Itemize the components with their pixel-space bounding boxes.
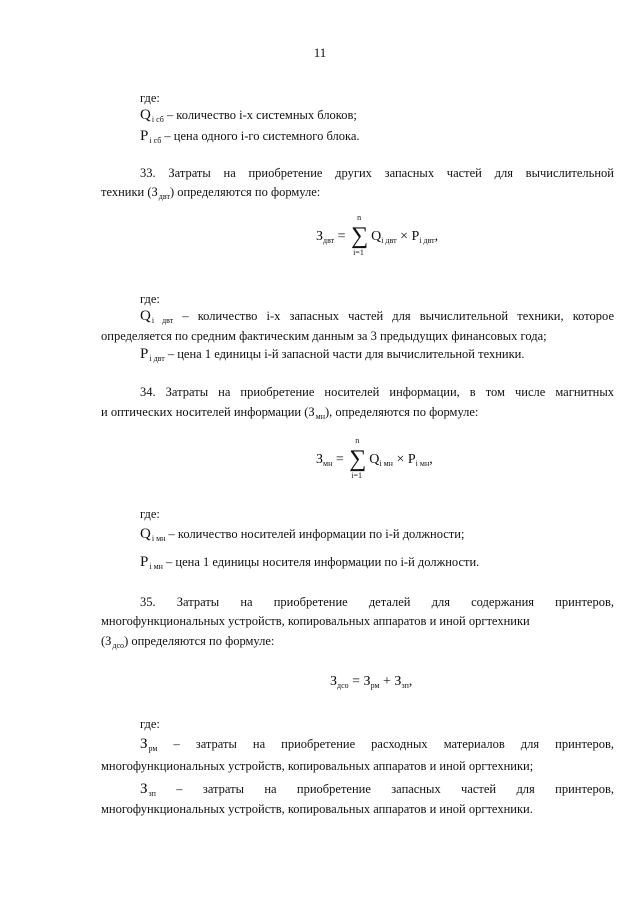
symbol-q: Q [140, 107, 151, 123]
formula-item-34: $З_{мн}$ = n ∑ i=1 $Q_{i мн} \times P_{i мн}$, [316, 436, 433, 480]
definition-p-mn: $P_{i мн}$ – цена 1 единицы носителя информации по i-й должности. [140, 554, 480, 571]
summation-symbol: n ∑ i=1 [351, 213, 369, 257]
page-number: 11 [313, 45, 327, 60]
where-label: где: [140, 292, 160, 306]
summation-symbol: n ∑ i=1 [349, 436, 367, 480]
symbol-subscript: i сб [151, 115, 164, 124]
where-label: где: [140, 507, 160, 521]
formula-item-35: $З_{дсо} = З_{рм} + З_{зп}$, [330, 674, 413, 690]
item-35-line-3: $(З_{дсо})$ определяются по формуле: [101, 634, 275, 650]
definition-z-rm-line-1: $З_{рм}$ – затраты на приобретение расходных материалов для принтеров, [140, 736, 614, 753]
item-34-line-2: и оптических носителей информации $(З_{мн})$, определяются по формуле: [101, 405, 479, 421]
definition-z-zp-line-2: многофункциональных устройств, копировальных аппаратов и иной оргтехники. [101, 802, 533, 816]
definition-q-dvt-line-2: определяется по средним фактическим данным за 3 предыдущих финансовых года; [101, 329, 547, 343]
definition-text: – цена одного i-го системного блока. [161, 129, 360, 143]
definition-p-sb [140, 127, 360, 150]
definition-z-zp-line-1: $З_{зп}$ – затраты на приобретение запасных частей для принтеров, [140, 781, 614, 798]
where-label: где: [140, 717, 160, 731]
item-35-line-1: 35. Затраты на приобретение деталей для содержания принтеров, [140, 595, 614, 609]
definition-q-sb [140, 106, 357, 129]
definition-q-dvt-line-1: $Q_{i двт}$ – количество i-х запасных частей для вычислительной техники, которое [140, 308, 614, 325]
definition-p-dvt: $P_{i двт}$ – цена 1 единицы i-й запасной части для вычислительной техники. [140, 346, 525, 363]
item-35-line-2: многофункциональных устройств, копировальных аппаратов и иной оргтехники [101, 614, 530, 628]
symbol-subscript: i сб [149, 136, 162, 145]
item-33-line-2: техники $(З_{двт})$ определяются по формуле: [101, 185, 321, 201]
item-33-line-1: 33. Затраты на приобретение других запасных частей для вычислительной [140, 166, 614, 180]
where-label: где: [140, 91, 160, 105]
item-34-line-1: 34. Затраты на приобретение носителей информации, в том числе магнитных [140, 385, 614, 399]
symbol-p: P [140, 128, 149, 144]
definition-q-mn: $Q_{i мн}$ – количество носителей информации по i-й должности; [140, 526, 465, 543]
formula-item-33: $З_{двт}$ = n ∑ i=1 $Q_{i двт} \times P_{i двт}$, [316, 213, 439, 257]
definition-z-rm-line-2: многофункциональных устройств, копировальных аппаратов и иной оргтехники; [101, 759, 534, 773]
definition-text: – количество i-х системных блоков; [163, 108, 357, 122]
